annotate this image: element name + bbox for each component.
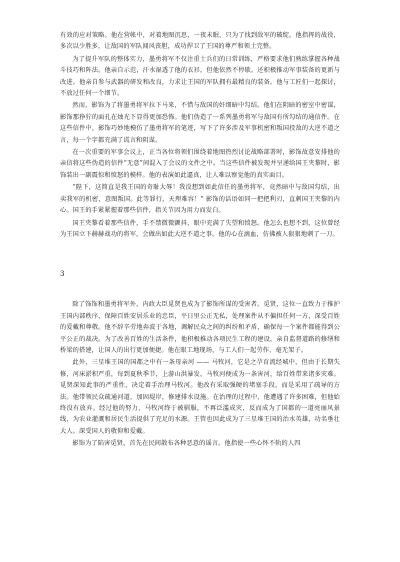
paragraph: 影饰为了陷害觅贤，首先在民间散布各种恶意的谣言。他指使一些心怀不轨的人四 <box>72 440 301 448</box>
paragraph: 在一次重要的军事会议上，正当各位将领们围绕着地图热烈讨论战略部署时，影饰故意安排他的亲信将这些伪造的信件“无意”间混入了会议的文件之中。当这些信件被发现并呈递给国王夹黎时，影饰装出一副震惊和愤怒的模样。他的表演如此逼真，让人难以察觉他的真实面目。 <box>60 149 340 179</box>
chapter-number: 3 <box>60 270 65 279</box>
paragraph: 此外，三星堆王国的国都之中有一条母亲河 —— 马牧河，它是之孕育流经城中，但由于长期失修，河床淤积严重，每到夏秋季节，上游山洪暴发，马牧河便成为一条害河，给百姓带来诸多灾难。觅贤深知此事的严重性，决定着手治理马牧河。他改有采取强硬的堵塞手段，而是采用了疏导的方法。他带领民众疏通河道，加固堤岸，修建排水设施。在治理的过程中，他遭遇了许多困难，但他始终没有放弃。经过他的努力，马牧河终于被驯服，不再泛滥成灾，反而成为了国都的一道亮丽风景线，为农业灌溉和居民生活提供了充足的水源。王管也因此成为了三星堆王国的治水英雄，功名垂壮大人。深受国人的敬仰和爱戴。 <box>60 359 340 435</box>
paragraph: “陛下，这简直是我王国的奇耻大辱！我没想到如此信任的墨勇将军，竟然暗中与敌国勾结，出卖我军的机密，意图叛国。此等罪行，天理难容！” 影饰的话语如同一把把利刃，直刺国王夹黎的内心。国王的手紧紧握着那些信件，指关节因为用力而发白。 <box>60 184 340 215</box>
section-1-text <box>60 30 340 240</box>
paragraph: 然而，影饰为了将墨勇将军拉下马来，不惜与敌国的奸细暗中勾结。他们在阴暗的密室中密谋，影饰那狰狞的面孔在烛光下显得更加恐怖。他们伪造了一系列墨勇将军与敌国有所勾结的通信件。在这些信件中，影饰巧妙地模仿了墨勇将军的笔迹，写下了许多涉及军事机密和叛国投敌的大逆不道之言，每一个字都充满了谎言和阴谋。 <box>60 102 340 144</box>
paragraph: 除了饰饰和墨勇将军外，内政大臣觅贤也成为了影饰所谋的受害者。觅贤，这位一直致力于推护王国内部秩序、保障百姓安居乐业的忠臣，平日里公正无私，处理案件从不偏担任何一方，深受百姓的爱戴和尊敬。他不辞辛劳地奔波于各地，调解民众之间的纠纷和矛盾，确保每一个案件都能得到公平公正的裁决。为了改善百姓的生活条件，他积极推动各项民生工程的建设，亲自监督道路的修缮和桥梁的搭建，让国人的出行更加便捷。他在眼工地现场，与工人们一起劳作，毫无架子。 <box>60 301 340 354</box>
paragraph: 有效的应对策略。他在营帐中，对着地图沉思，一夜未眠，只为了找到敌军的破绽。他指挥的战役，多次以少胜多，让敌国的军队闻风丧胆，成功捍卫了王国的尊严和领土完整。 <box>60 32 340 51</box>
paragraph: 为了提升军队的整体实力，墨勇将军不仅注重士兵们的日常训练，严格要求他们熟练掌握各种战斗技巧和阵法。他亲自示范，汗水湿透了他的衣衫，但他依然不停歇。还积极推动军事装备的更新与改进。他亲自参与武器的研发和改良，力求让王国的军队拥有最精良的装备。他与工匠们一起探讨，不放过任何一个细节。 <box>60 55 340 98</box>
section-2-text <box>60 299 340 449</box>
paragraph: 国王夹黎看着那些信件，手不禁微微颤抖，眼中充满了失望和愤怒。他怎么也想不到，这位曾经为王国立下赫赫战功的将军，会做出如此大逆不道之事。他的心在滴血，仿佛被人狠狠地刺了一刀。 <box>60 219 340 238</box>
